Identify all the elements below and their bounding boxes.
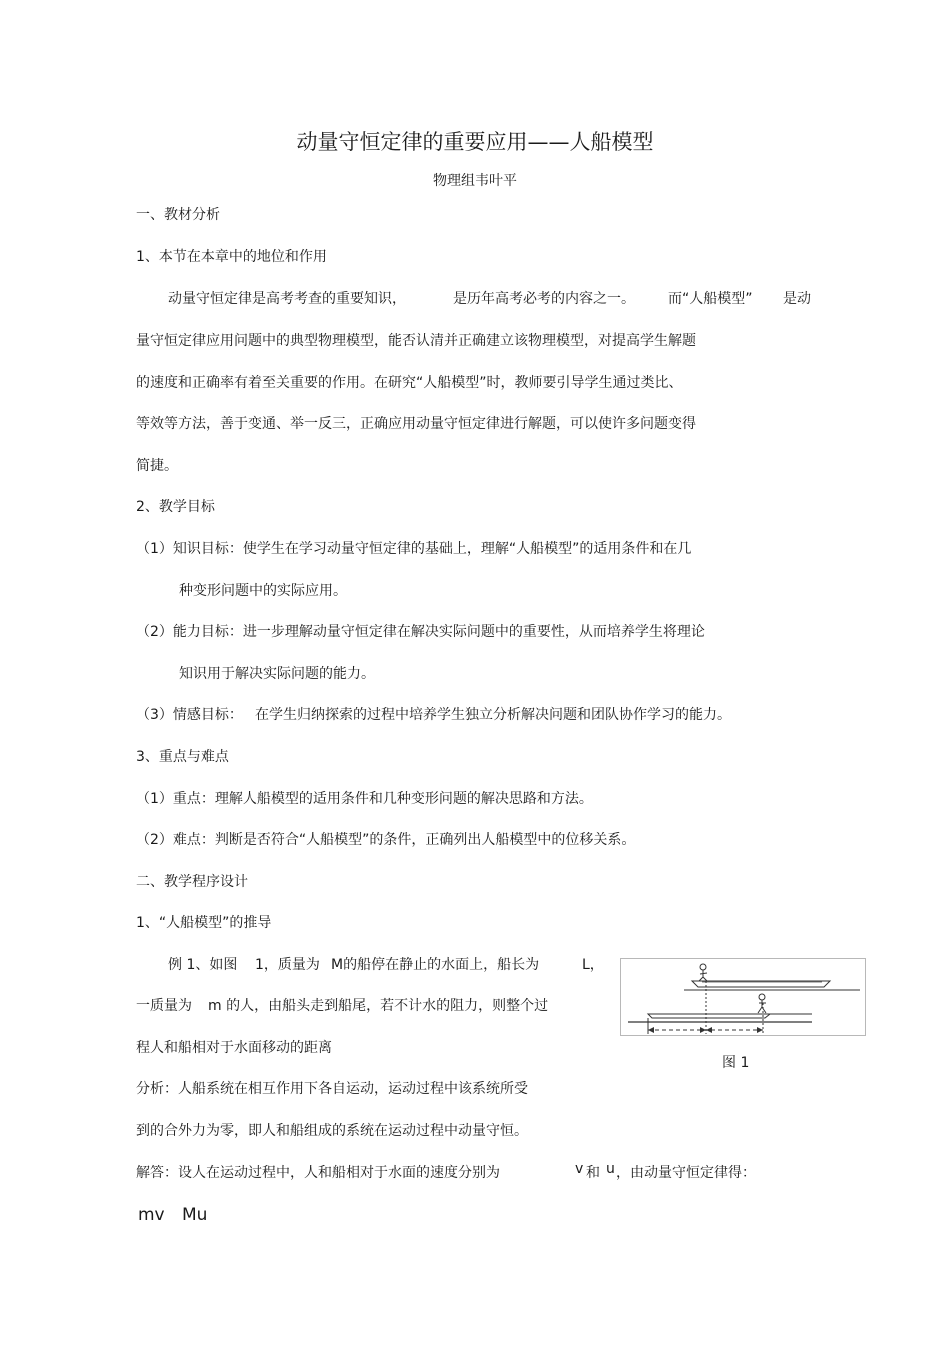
- subsection-heading: 2、教学目标: [136, 499, 215, 515]
- example-text: 1，质量为: [255, 957, 320, 973]
- paragraph-text: 而“人船模型”: [668, 291, 753, 307]
- section-heading: 二、教学程序设计: [136, 874, 248, 890]
- paragraph-text: 是动: [783, 291, 811, 307]
- list-item: （2）难点：判断是否符合“人船模型”的条件，正确列出人船模型中的位移关系。: [136, 832, 636, 848]
- velocity-symbol: v: [575, 1161, 584, 1177]
- figure-caption: 图 1: [722, 1055, 750, 1071]
- formula-term: Mu: [182, 1205, 208, 1225]
- subsection-heading: 3、重点与难点: [136, 749, 229, 765]
- analysis-text: 到的合外力为零，即人和船组成的系统在运动过程中动量守恒。: [136, 1123, 528, 1139]
- list-item: （1）重点：理解人船模型的适用条件和几种变形问题的解决思路和方法。: [136, 791, 593, 807]
- paragraph-text: 量守恒定律应用问题中的典型物理模型，能否认清并正确建立该物理模型，对提高学生解题: [136, 333, 696, 349]
- analysis-text: 分析：人船系统在相互作用下各自运动，运动过程中该系统所受: [136, 1081, 528, 1097]
- solution-text: 和: [586, 1165, 600, 1181]
- author-line: 物理组韦叶平: [433, 173, 517, 189]
- subsection-heading: 1、“人船模型”的推导: [136, 915, 272, 931]
- section-heading: 一、教材分析: [136, 207, 220, 223]
- example-text: L，: [582, 957, 604, 973]
- page-title: 动量守恒定律的重要应用——人船模型: [296, 130, 654, 154]
- paragraph-text: 的速度和正确率有着至关重要的作用。在研究“人船模型”时，教师要引导学生通过类比、: [136, 375, 683, 391]
- example-text: 程人和船相对于水面移动的距离: [136, 1040, 332, 1056]
- list-item-continuation: 种变形问题中的实际应用。: [179, 583, 347, 599]
- list-item-text: 在学生归纳探索的过程中培养学生独立分析解决问题和团队协作学习的能力。: [255, 707, 731, 723]
- example-text: 一质量为: [136, 998, 192, 1014]
- subsection-heading: 1、本节在本章中的地位和作用: [136, 249, 327, 265]
- paragraph-text: 动量守恒定律是高考考查的重要知识，: [168, 291, 406, 307]
- boat-figure: [620, 958, 866, 1036]
- solution-text: ，由动量守恒定律得：: [616, 1165, 756, 1181]
- list-item: （1）知识目标：使学生在学习动量守恒定律的基础上，理解“人船模型”的适用条件和在几: [136, 541, 692, 557]
- list-item: （3）情感目标：: [136, 707, 243, 723]
- list-item-continuation: 知识用于解决实际问题的能力。: [179, 666, 375, 682]
- list-item: （2）能力目标：进一步理解动量守恒定律在解决实际问题中的重要性，从而培养学生将理论: [136, 624, 705, 640]
- example-text: m 的人，由船头走到船尾，若不计水的阻力，则整个过: [208, 998, 549, 1014]
- example-text: 例 1、如图: [168, 957, 238, 973]
- velocity-symbol: u: [606, 1161, 615, 1177]
- example-text: M的船停在静止的水面上，船长为: [331, 957, 540, 973]
- paragraph-text: 是历年高考必考的内容之一。: [453, 291, 635, 307]
- solution-text: 解答：设人在运动过程中，人和船相对于水面的速度分别为: [136, 1165, 500, 1181]
- paragraph-text: 等效等方法，善于变通、举一反三，正确应用动量守恒定律进行解题，可以使许多问题变得: [136, 416, 696, 432]
- paragraph-text: 简捷。: [136, 458, 178, 474]
- formula-term: mv: [138, 1205, 165, 1225]
